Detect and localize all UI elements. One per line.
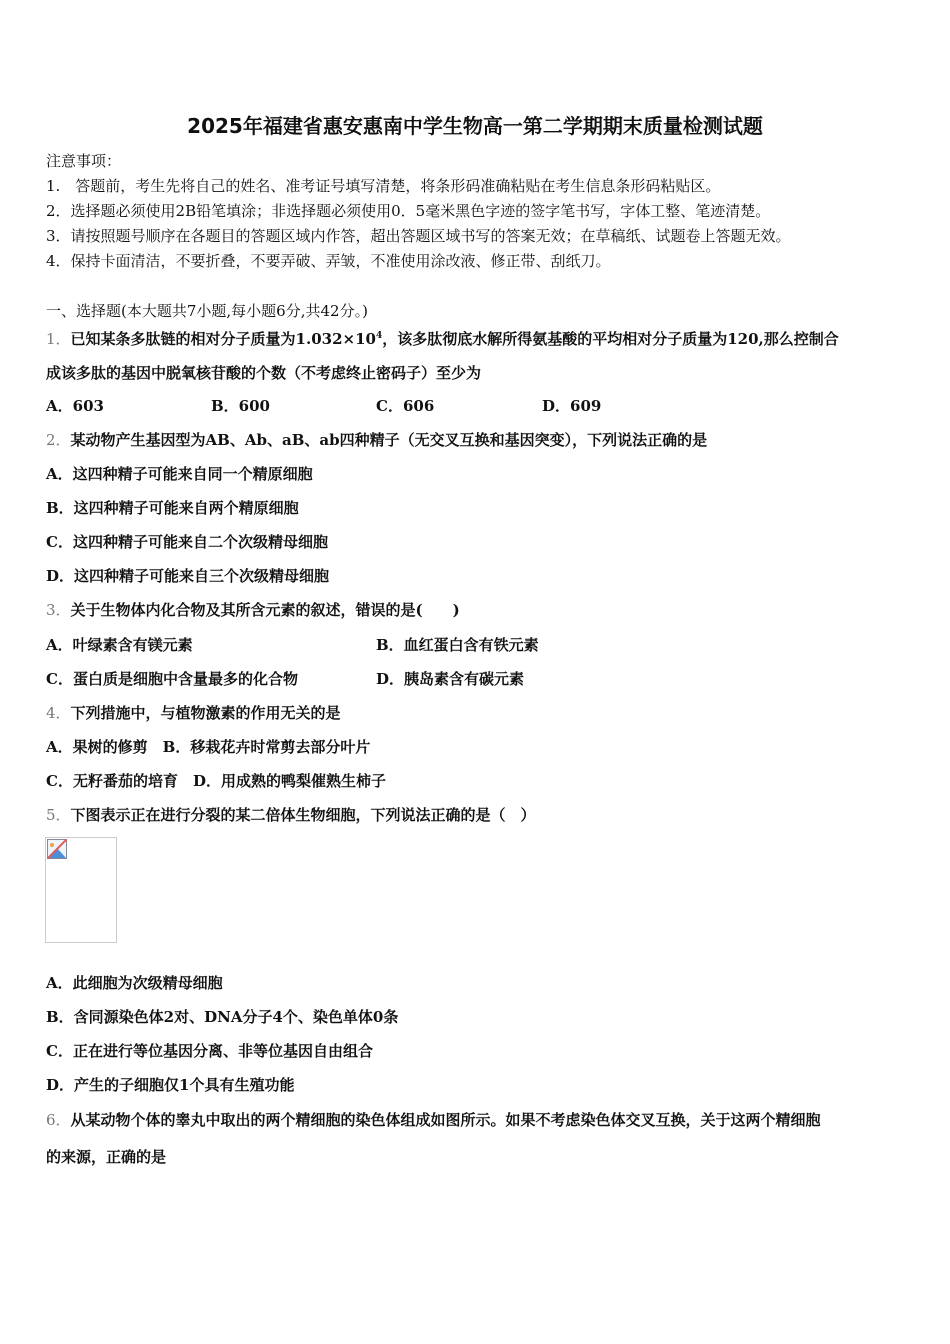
option-a: A．果树的修剪 xyxy=(46,738,148,756)
option-d: D．609 xyxy=(542,397,602,415)
option-c: C．这四种精子可能来自二个次级精母细胞 xyxy=(46,533,328,551)
option-b: B．含同源染色体2对、DNA分子4个、染色单体0条 xyxy=(46,1008,399,1026)
notice-item: 4．保持卡面清洁，不要折叠，不要弄破、弄皱，不准使用涂改液、修正带、刮纸刀。 xyxy=(46,252,611,270)
question-text: 关于生物体内化合物及其所含元素的叙述，错误的是( ) xyxy=(70,601,460,619)
notice-item: 2．选择题必须使用2B铅笔填涂；非选择题必须使用0．5毫米黑色字迹的签字笔书写，字体工整、笔迹清楚。 xyxy=(46,202,771,220)
question-number: 2． xyxy=(46,431,71,449)
question-number: 1． xyxy=(46,330,71,348)
notice-item: 1. 答题前，考生先将自己的姓名、准考证号填写清楚，将条形码准确粘贴在考生信息条形码粘贴区。 xyxy=(46,177,721,195)
notice-item: 3．请按照题号顺序在各题目的答题区域内作答，超出答题区域书写的答案无效；在草稿纸、试题卷上答题无效。 xyxy=(46,227,791,245)
notice-heading: 注意事项： xyxy=(46,152,122,170)
section-heading: 一、选择题(本大题共7小题,每小题6分,共42分。) xyxy=(46,302,368,320)
question-text: ，该多肽彻底水解所得氨基酸的平均相对分子质量为120,那么控制合 xyxy=(382,330,839,348)
broken-image-icon xyxy=(47,839,67,859)
option-b: B．600 xyxy=(211,397,270,415)
question-6-line2: 的来源，正确的是 xyxy=(46,1148,167,1166)
question-number: 4． xyxy=(46,704,71,722)
question-4-options-row1 xyxy=(46,737,370,757)
question-1 xyxy=(46,326,839,349)
option-c: C．正在进行等位基因分离、非等位基因自由组合 xyxy=(46,1042,373,1060)
option-d: D．用成熟的鸭梨催熟生柿子 xyxy=(192,772,386,790)
option-a: A．此细胞为次级精母细胞 xyxy=(46,974,223,992)
question-5 xyxy=(46,805,536,825)
option-c: C．蛋白质是细胞中含量最多的化合物 xyxy=(46,670,298,688)
option-d: D．胰岛素含有碳元素 xyxy=(376,670,525,688)
question-text: 下图表示正在进行分裂的某二倍体生物细胞，下列说法正确的是（ ） xyxy=(70,806,536,824)
superscript: 4 xyxy=(375,331,383,341)
question-number: 5． xyxy=(46,806,71,824)
question-number: 3． xyxy=(46,601,71,619)
question-text: 已知某条多肽链的相对分子质量为1.032×10 xyxy=(70,330,376,348)
option-d: D．产生的子细胞仅1个具有生殖功能 xyxy=(46,1076,295,1094)
question-text: 某动物产生基因型为AB、Ab、aB、ab四种精子（无交叉互换和基因突变），下列说法正确的是 xyxy=(70,431,708,449)
question-2 xyxy=(46,430,707,450)
option-a: A．603 xyxy=(46,397,104,415)
question-3 xyxy=(46,600,460,620)
option-b: B．血红蛋白含有铁元素 xyxy=(376,636,539,654)
option-a: A．这四种精子可能来自同一个精原细胞 xyxy=(46,465,313,483)
question-text: 下列措施中，与植物激素的作用无关的是 xyxy=(70,704,341,722)
option-b: B．移栽花卉时常剪去部分叶片 xyxy=(162,738,371,756)
question-6 xyxy=(46,1110,821,1130)
question-4 xyxy=(46,703,341,723)
option-c: C．无籽番茄的培育 xyxy=(46,772,178,790)
option-b: B．这四种精子可能来自两个精原细胞 xyxy=(46,499,299,517)
question-text: 从某动物个体的睾丸中取出的两个精细胞的染色体组成如图所示。如果不考虑染色体交叉互换，关于这两个精细胞 xyxy=(70,1111,821,1129)
option-c: C．606 xyxy=(376,397,435,415)
question-1-line2: 成该多肽的基因中脱氧核苷酸的个数（不考虑终止密码子）至少为 xyxy=(46,364,482,382)
broken-image-placeholder xyxy=(45,837,117,943)
question-4-options-row2 xyxy=(46,771,386,791)
question-number: 6． xyxy=(46,1111,71,1129)
option-a: A．叶绿素含有镁元素 xyxy=(46,636,193,654)
option-d: D．这四种精子可能来自三个次级精母细胞 xyxy=(46,567,330,585)
page-title: 2025年福建省惠安惠南中学生物高一第二学期期末质量检测试题 xyxy=(187,114,763,138)
